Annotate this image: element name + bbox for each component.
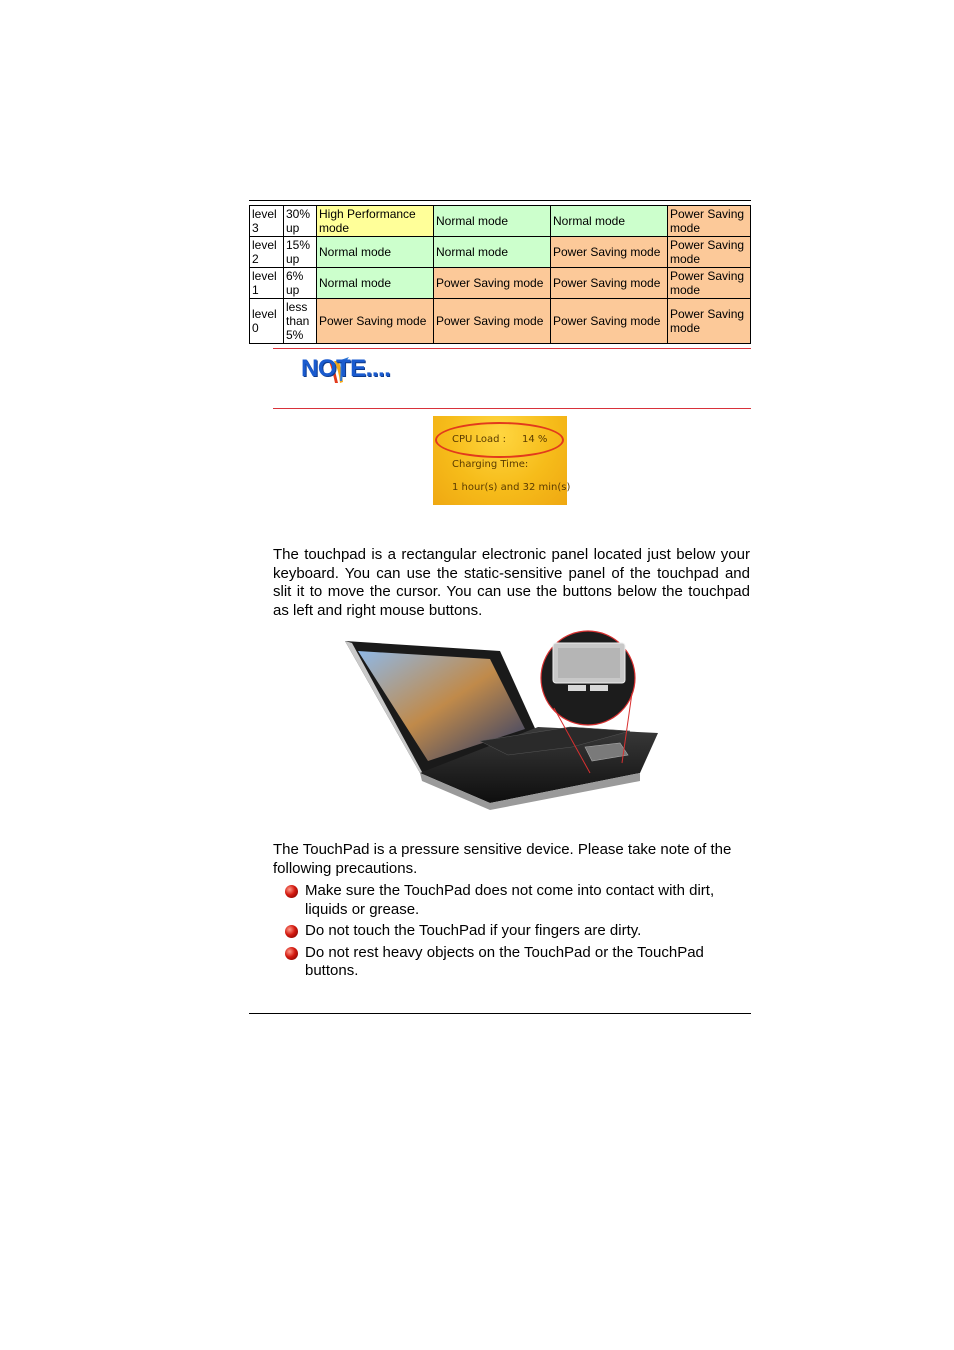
mode-cell: Power Saving mode [668, 237, 751, 268]
mode-cell: Power Saving mode [551, 237, 668, 268]
mode-cell: Power Saving mode [551, 299, 668, 344]
table-row [250, 268, 751, 299]
note-bottom-rule [273, 408, 751, 409]
list-item: Do not rest heavy objects on the TouchPad or the TouchPad buttons. [285, 944, 755, 981]
level-cell: level 1 [250, 268, 284, 299]
level-cell: level 3 [250, 206, 284, 237]
cpu-load-panel [433, 416, 571, 505]
bottom-rule [249, 1013, 751, 1014]
mode-cell: Power Saving mode [551, 268, 668, 299]
note-top-rule [273, 348, 751, 349]
table-row [250, 206, 751, 237]
mode-cell: Normal mode [434, 206, 551, 237]
mode-cell: Normal mode [317, 237, 434, 268]
precautions-intro: The TouchPad is a pressure sensitive device. Please take note of the following precautions. [273, 841, 732, 877]
mode-cell: Power Saving mode [668, 299, 751, 344]
charging-time-label: Charging Time: [452, 459, 529, 470]
top-rule [249, 200, 751, 201]
level-cell: level 0 [250, 299, 284, 344]
list-item: Make sure the TouchPad does not come into contact with dirt, liquids or grease. [285, 882, 755, 919]
note-heading: NOTE.... [301, 355, 391, 382]
precautions-list [285, 882, 755, 984]
bullet-icon [285, 885, 298, 898]
touchpad-description: The touchpad is a rectangular electronic panel located just below your keyboard. You can use the static-sensitive panel of the touchpad and slit it to move the cursor. You can use the buttons below the touchpad as left and right mouse buttons. [273, 546, 750, 619]
laptop-touchpad-illustration [340, 623, 662, 810]
charging-time-value: 1 hour(s) and 32 min(s) [452, 482, 571, 493]
mode-cell: Normal mode [551, 206, 668, 237]
load-cell: 30% up [284, 206, 317, 237]
load-cell: 6% up [284, 268, 317, 299]
cpu-load-value: 14 % [522, 434, 548, 445]
mode-cell: Power Saving mode [434, 268, 551, 299]
mode-cell: Power Saving mode [434, 299, 551, 344]
table-row [250, 237, 751, 268]
list-item: Do not touch the TouchPad if your fingers are dirty. [285, 922, 755, 941]
mode-cell: Power Saving mode [317, 299, 434, 344]
bullet-icon [285, 947, 298, 960]
load-cell: less than 5% [284, 299, 317, 344]
mode-cell: Power Saving mode [668, 268, 751, 299]
load-cell: 15% up [284, 237, 317, 268]
bullet-icon [285, 925, 298, 938]
table-row [250, 299, 751, 344]
mode-cell: Power Saving mode [668, 206, 751, 237]
mode-cell: High Performance mode [317, 206, 434, 237]
level-cell: level 2 [250, 237, 284, 268]
power-mode-table [249, 205, 751, 344]
mode-cell: Normal mode [317, 268, 434, 299]
cpu-load-label: CPU Load : [452, 434, 507, 445]
mode-cell: Normal mode [434, 237, 551, 268]
